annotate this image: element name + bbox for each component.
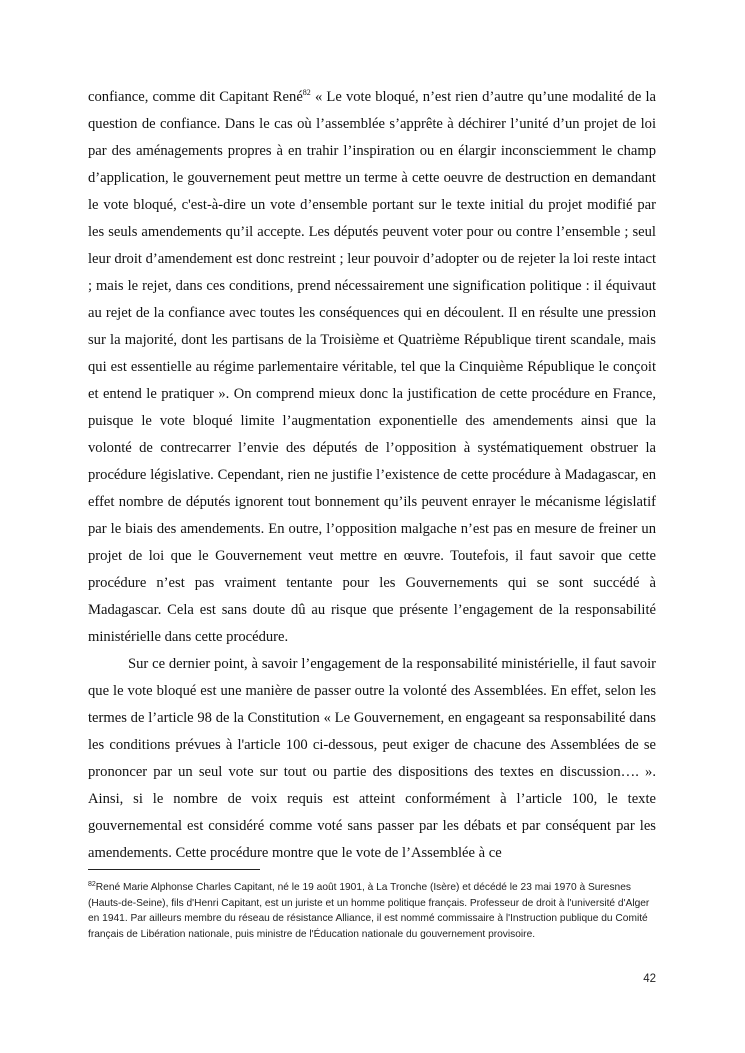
footnote-text: René Marie Alphonse Charles Capitant, né le 19 août 1901, à La Tronche (Isère) et décédé le 23 mai 1970 à Suresnes (Hauts-de-Seine), fils d'Henri Capitant, est un juriste et un homme politique français. Professeur de droit à l'université d'Alger en 1941. Par ailleurs membre du réseau de résistance Alliance, il est nommé commissaire à l'Instruction publique du Comité français de Libération nationale, puis ministre de l'Éducation nationale du gouvernement provisoire. [88,882,650,940]
page-body [88,84,656,867]
paragraph-2: Sur ce dernier point, à savoir l’engagement de la responsabilité ministérielle, il faut savoir que le vote bloqué est une manière de passer outre la volonté des Assemblées. En effet, selon les termes de l’article 98 de la Constitution « Le Gouvernement, en engageant sa responsabilité dans les conditions prévues à l'article 100 ci-dessous, peut exiger de chacune des Assemblées de se prononcer par un seul vote sur tout ou partie des dispositions des textes en discussion…. ». Ainsi, si le nombre de voix requis est atteint conformément à l’article 100, le texte gouvernemental est considéré comme voté sans passer par les débats et par conséquent par les amendements. Cette procédure montre que le vote de l’Assemblée à ce [88,656,656,861]
paragraph-1 [88,84,656,651]
footnote-number: 82 [88,881,96,888]
paragraph-1-text: « Le vote bloqué, n’est rien d’autre qu’une modalité de la question de confiance. Dans le cas où l’assemblée s’apprête à déchirer l’unité d’un projet de loi par des aménagements propres à en trahir l’inspiration ou en élargir inconsciemment le champ d’application, le gouvernement peut mettre un terme à cette oeuvre de destruction en demandant le vote bloqué, c'est-à-dire un vote d’ensemble portant sur le texte initial du projet modifié par les seuls amendements qu’il accepte. Les députés peuvent voter pour ou contre l’ensemble ; seul leur droit d’amendement est donc restreint ; leur pouvoir d’adopter ou de rejeter la loi reste intact ; mais le rejet, dans ces conditions, prend nécessairement une signification politique : il équivaut au rejet de la confiance avec toutes les conséquences qui en découlent. Il en résulte une pression sur la majorité, dont les partisans de la Troisième et Quatrième République tirent scandale, mais qui est essentielle au régime parlementaire véritable, tel que la Cinquième République le conçoit et entend le pratiquer ». On comprend mieux donc la justification de cette procédure en France, puisque le vote bloqué limite l’augmentation exponentielle des amendements ainsi que la volonté de contrecarrer l’envie des députés de l’opposition à systématiquement obstruer la procédure législative. Cependant, rien ne justifie l’existence de cette procédure à Madagascar, en effet nombre de députés ignorent tout bonnement qu’ils peuvent enrayer le mécanisme législatif par le biais des amendements. En outre, l’opposition malgache n’est pas en mesure de freiner un projet de loi que le Gouvernement veut mettre en œuvre. Toutefois, il faut savoir que cette procédure n’est pas vraiment tentante pour les Gouvernements qui se sont succédé à Madagascar. Cela est sans doute dû au risque que présente l’engagement de la responsabilité ministérielle dans cette procédure. [88,89,657,645]
footnote [88,880,656,942]
footnote-separator [88,869,260,870]
footnote-reference[interactable]: 82 [302,88,311,97]
paragraph-1-lead: confiance, comme dit Capitant René [88,89,303,105]
page-number: 42 [643,973,656,985]
